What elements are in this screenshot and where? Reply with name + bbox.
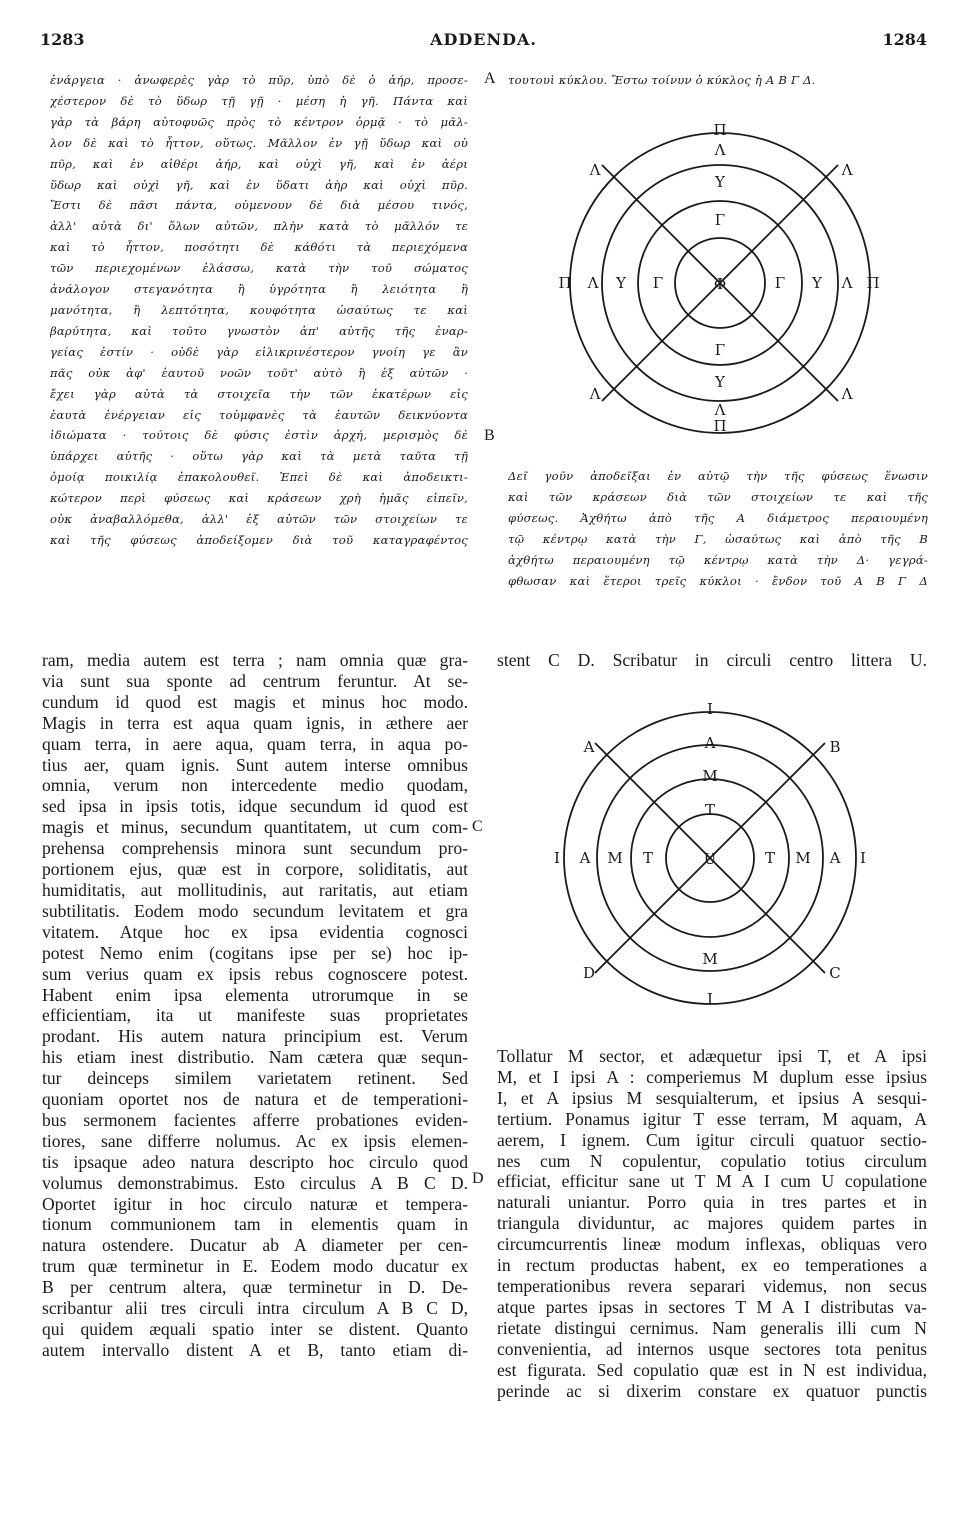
margin-letter-c: C [472, 818, 483, 835]
text-line: φύσεως. Ἀχθήτω ἀπὸ τῆς Α διάμετρος περαιουμένη [508, 510, 928, 525]
latin-label-outer-top: I [707, 700, 713, 718]
text-line: trum quæ terminetur in E. Eodem modo ducatur ex [42, 1256, 468, 1277]
text-line: καὶ τὸ ἧττον, ποσότητι δὲ κάθότι τὰ περιεχόμενα [50, 240, 468, 255]
text-line: natura ostendere. Ducatur ab A diameter per cen- [42, 1235, 468, 1256]
latin-label-outer-right: I [860, 849, 866, 867]
text-line: omnia, verum non intercedente medio quodam, [42, 775, 468, 796]
greek-label-ring3-right: Γ [774, 274, 786, 292]
greek-label-center: Φ [713, 275, 727, 293]
text-line: perinde ac si dixerim constare ex quatuor punctis [497, 1380, 927, 1401]
text-line: prehensa comprehensis minora sunt secundum pro- [42, 838, 468, 859]
latin-label-ring3-top: T [704, 801, 716, 819]
latin-label-ring2-right: M [795, 849, 811, 867]
greek-label-ring3-top: Γ [714, 211, 726, 229]
greek-label-outer-left: Π [558, 274, 572, 292]
text-line: tiores, sane differre nolumus. Ac ex ipsis elemen- [42, 1130, 468, 1151]
text-line: πῦρ, καὶ ἐν αἰθέρι ἀήρ, καὶ οὐχὶ γῆ, καὶ ἐν ἀέρι [50, 156, 468, 171]
text-line: quam terra, in aere aqua, quam terra, in aqua po- [42, 733, 468, 754]
latin-text-right-bottom [497, 1046, 927, 1401]
text-line: B per centrum altera, quæ terminetur in D. De- [42, 1277, 468, 1298]
margin-letter-d: D [472, 1170, 484, 1187]
latin-label-center: U [703, 850, 717, 868]
text-line: γείας ἐστίν · οὐδὲ γὰρ εἰλικρινέστερον γνοίη γε ἂν [50, 344, 468, 359]
latin-label-outer-bottom: I [707, 990, 713, 1008]
latin-label-diag-ur: B [829, 738, 841, 756]
text-line: subtilitatis. Eodem modo secundum levitatem et gra [42, 900, 468, 921]
text-line: triangula dividuntur, ac majores quidem partes in [497, 1213, 927, 1234]
text-line: aerem, I ignem. Cum igitur circuli quatuor sectio- [497, 1129, 927, 1150]
greek-label-ring1-top: Λ [714, 141, 726, 159]
text-line: tius aer, quam ignis. Sunt autem interse omnibus [42, 754, 468, 775]
text-line: τῷ κέντρῳ κατὰ τὴν Γ, ὡσαύτως καὶ ἀπὸ τῆς Β [508, 531, 928, 546]
text-line: βαρύτητα, καὶ τοῦτο γνωστὸν ἀπ' αὐτῆς τῆς ἐναρ- [50, 323, 468, 338]
latin-text-right-top: stent C D. Scribatur in circuli centro littera U. [497, 650, 927, 670]
text-line: bus sermonem facientes afferre probationes eviden- [42, 1109, 468, 1130]
greek-label-diag-ll: Λ [589, 385, 601, 403]
latin-label-ring1-right: A [829, 849, 841, 867]
text-line: in rectum productas habent, ex eo temperationes a [497, 1255, 927, 1276]
latin-label-outer-left: I [554, 849, 560, 867]
text-line: tionum communionem tam in elementis quam in [42, 1214, 468, 1235]
greek-label-diag-ur: Λ [841, 161, 853, 179]
greek-text-right-bottom [508, 466, 928, 591]
text-line: Oportet igitur in hoc circulo naturæ et tempera- [42, 1193, 468, 1214]
text-line: autem intervallo distent A et B, tanto etiam di- [42, 1339, 468, 1360]
greek-label-ring1-bottom: Λ [714, 401, 726, 419]
text-line: efficientiam, ita ut manifeste suas proprietates [42, 1005, 468, 1026]
latin-label-diag-ll: D [582, 964, 596, 982]
running-title: ADDENDA. [430, 30, 537, 49]
text-line: convenientia, ad internos usque sectores tota penitus [497, 1338, 927, 1359]
text-line: τῶν περιεχομένων ἐλάσσω, κατὰ τὴν τοῦ σώματος [50, 261, 468, 276]
greek-label-ring1-left: Λ [587, 274, 599, 292]
text-line: naturali uniantur. Porro quia in tres partes et in [497, 1192, 927, 1213]
text-line: ἔχει γὰρ αὐτὰ τὰ στοιχεῖα τὴν τῶν ἑκατέρων εἰς [50, 386, 468, 401]
text-line: πᾶς οὐκ ἀφ' ἑαυτοῦ νοῶν τοῦτ' αὐτὸ ἢ ἐξ αὐτῶν · [50, 365, 468, 380]
text-line: volumus demonstrabimus. Esto circulus A B C D. [42, 1172, 468, 1193]
latin-label-diag-ul: A [583, 738, 595, 756]
text-line: ἀνάλογον στεγανότητα ἢ ὑγρότητα ἢ λειότητα ἢ [50, 282, 468, 297]
text-line: tis ipsaque adeo natura descripto hoc circulo quod [42, 1151, 468, 1172]
text-line: circumcurrentis lineæ modum inflexas, obliquas vero [497, 1234, 927, 1255]
text-line: λον δὲ καὶ τὸ ἧττον, οὕτως. Μᾶλλον ἐν γῇ ὕδωρ καὶ οὐ [50, 135, 468, 150]
text-line: κώτερον περὶ φύσεως καὶ κράσεων χρὴ ἡμᾶς εἰπεῖν, [50, 491, 468, 506]
text-line: potest Nemo enim (cogitans ipse per se) hoc ip- [42, 942, 468, 963]
greek-label-ring2-right: Υ [812, 274, 822, 292]
text-line: via sunt sua sponte ad centrum feruntur. At se- [42, 670, 468, 691]
latin-label-ring2-left: M [607, 849, 623, 867]
text-line: ram, media autem est terra ; nam omnia quæ gra- [42, 650, 468, 670]
running-header [40, 30, 927, 52]
text-line: καὶ τῶν κράσεων διὰ τῶν στοιχείων τε καὶ τῆς [508, 489, 928, 504]
latin-label-ring3-right: T [764, 849, 776, 867]
text-line: Magis in terra est aqua quam ignis, in æthere aer [42, 712, 468, 733]
greek-circle-diagram [555, 115, 885, 445]
margin-letter-b: B [484, 427, 495, 444]
text-line: I, et A ipsius M sesquialterum, et ipsius A sesqui- [497, 1087, 927, 1108]
greek-text-left [50, 70, 468, 551]
text-line: est figurata. Sed copulatio quæ est in N est individua, [497, 1359, 927, 1380]
latin-label-ring2-bottom: M [702, 950, 718, 968]
text-line: Habent enim ipsa elementa utrorumque in se [42, 984, 468, 1005]
text-line: οὐκ ἀναβαλλόμεθα, ἀλλ' ἐξ αὐτῶν τῶν στοιχείων τε [50, 512, 468, 527]
text-line: portionem ejus, quæ est in corpore, soliditatis, aut [42, 859, 468, 880]
text-line: καὶ τῆς φύσεως ἀποδείξομεν διὰ τοῦ καταγραφέντος [50, 532, 468, 547]
text-line: qui quidem æquali spatio inter se distent. Quanto [42, 1319, 468, 1339]
text-line: Δεῖ γοῦν ἀποδεῖξαι ἐν αὐτῷ τὴν τῆς φύσεως ἕνωσιν [508, 469, 928, 483]
text-line: atque partes ipsas in sectores T M A I distributas va- [497, 1296, 927, 1317]
latin-text-left [42, 650, 468, 1361]
text-line: ἀχθήτω περαιουμένη τῷ κέντρῳ κατὰ τὴν Δ· γεγρά- [508, 552, 928, 567]
left-page-number: 1283 [40, 30, 85, 49]
text-line: ὑπάρχει αὐτῆς · οὕτω γὰρ καὶ τὰ μετὰ ταῦτα τῇ [50, 449, 468, 464]
text-line: efficiat, efficitur sane ut T M A I cum U copulatione [497, 1171, 927, 1192]
greek-text-right-top: τουτουὶ κύκλου. Ἔστω τοίνυν ὁ κύκλος ἡ Α Β Γ Δ. [508, 73, 816, 87]
text-line: prodant. His autem natura principium est. Verum [42, 1026, 468, 1047]
text-line: ἀλλ' αὐτὰ δι' ὅλων αὐτῶν, πλὴν κατὰ τὸ μᾶλλόν τε [50, 219, 468, 234]
text-line: φθωσαν καὶ ἕτεροι τρεῖς κύκλοι · ἔνδον τοῦ Α Β Γ Δ [508, 573, 928, 588]
text-line: nes cum N copulentur, copulatio totius circulum [497, 1150, 927, 1171]
text-line: ἑαυτὰ ἐνέργειαν εἰς τοὐμφανὲς τὰ ἑαυτῶν δεικνύοντα [50, 407, 468, 422]
greek-label-ring3-left: Γ [652, 274, 664, 292]
text-line: sum verius quam ex ipsis rebus cognoscere potest. [42, 963, 468, 984]
text-line: ἐνάργεια · ἀνωφερὲς γὰρ τὸ πῦρ, ὑπὸ δὲ ὁ ἀήρ, προσε- [50, 73, 468, 87]
text-line: magis et minus, secundum quantitatem, ut cum com- [42, 817, 468, 838]
latin-label-ring1-top: A [704, 734, 716, 752]
latin-label-ring3-left: T [642, 849, 654, 867]
greek-label-ring2-bottom: Υ [715, 373, 725, 391]
text-line: humiditatis, aut mollitudinis, aut raritatis, aut etiam [42, 879, 468, 900]
text-line: M, et I ipsi A : comperiemus M duplum esse ipsius [497, 1066, 927, 1087]
text-line: Tollatur M sector, et adæquetur ipsi T, et A ipsi [497, 1046, 927, 1066]
latin-label-diag-lr: C [829, 964, 841, 982]
text-line: ἰδιώματα · τούτοις δὲ φύσις ἐστὶν ἀρχή, μερισμὸς δὲ [50, 428, 468, 443]
text-line: Ἔστι δὲ πᾶσι πάντα, οὐμενουν δὲ διὰ μέσου τινός, [50, 198, 468, 213]
text-line: rietate distingui cernimus. Nam generalis illi cum N [497, 1317, 927, 1338]
greek-label-diag-ul: Λ [589, 161, 601, 179]
latin-label-ring1-left: A [579, 849, 591, 867]
greek-label-outer-right: Π [866, 274, 880, 292]
text-line: γὰρ τὰ βάρη αὐτοφυῶς πρὸς τὸ κέντρον ὁρμᾷ · τὸ μᾶλ- [50, 114, 468, 129]
greek-label-diag-lr: Λ [841, 385, 853, 403]
greek-label-ring3-bottom: Γ [714, 341, 726, 359]
text-line: ὁμοίᾳ ποικιλίᾳ ἐπακολουθεῖ. Ἐπεὶ δὲ καὶ ἀποδεικτι- [50, 470, 468, 485]
greek-label-ring1-right: Λ [841, 274, 853, 292]
margin-letter-a: A [484, 70, 496, 87]
text-line: tertium. Ponamus igitur T esse terram, M aquam, A [497, 1108, 927, 1129]
latin-circle-diagram [545, 700, 875, 1020]
greek-label-ring2-top: Υ [715, 173, 725, 191]
text-line: his etiam inest distributio. Nam cætera quæ sequn- [42, 1047, 468, 1068]
greek-label-outer-bottom: Π [713, 417, 727, 435]
text-line: temperationibus revera separari videmus, non secus [497, 1275, 927, 1296]
greek-label-ring2-left: Υ [616, 274, 626, 292]
text-line: tur deinceps similem varietatem retinent. Sed [42, 1068, 468, 1089]
text-line: ὕδωρ καὶ οὐχὶ γῆ, καὶ ἐν ὕδατι ἀὴρ καὶ οὐχὶ πῦρ. [50, 177, 468, 192]
text-line: cundum id quod est magis et minus hoc modo. [42, 691, 468, 712]
right-page-number: 1284 [882, 30, 927, 49]
text-line: χέστερον δὲ τὸ ὕδωρ τῇ γῇ · μέση ἡ γῆ. Πάντα καὶ [50, 93, 468, 108]
text-line: quoniam oportet nos de natura et de temperationi- [42, 1089, 468, 1110]
latin-label-ring2-top: M [702, 767, 718, 785]
greek-label-outer-top: Π [713, 121, 727, 139]
text-line: scribantur alii tres circuli intra circulum A B C D, [42, 1298, 468, 1319]
text-line: vitatem. Atque hoc ex ipsa evidentia cognosci [42, 921, 468, 942]
text-line: μανότητα, ἢ λεπτότητα, κουφότητα ὡσαύτως τε καὶ [50, 302, 468, 317]
text-line: sed ipsa in ipsis totis, idque secundum id quod est [42, 796, 468, 817]
